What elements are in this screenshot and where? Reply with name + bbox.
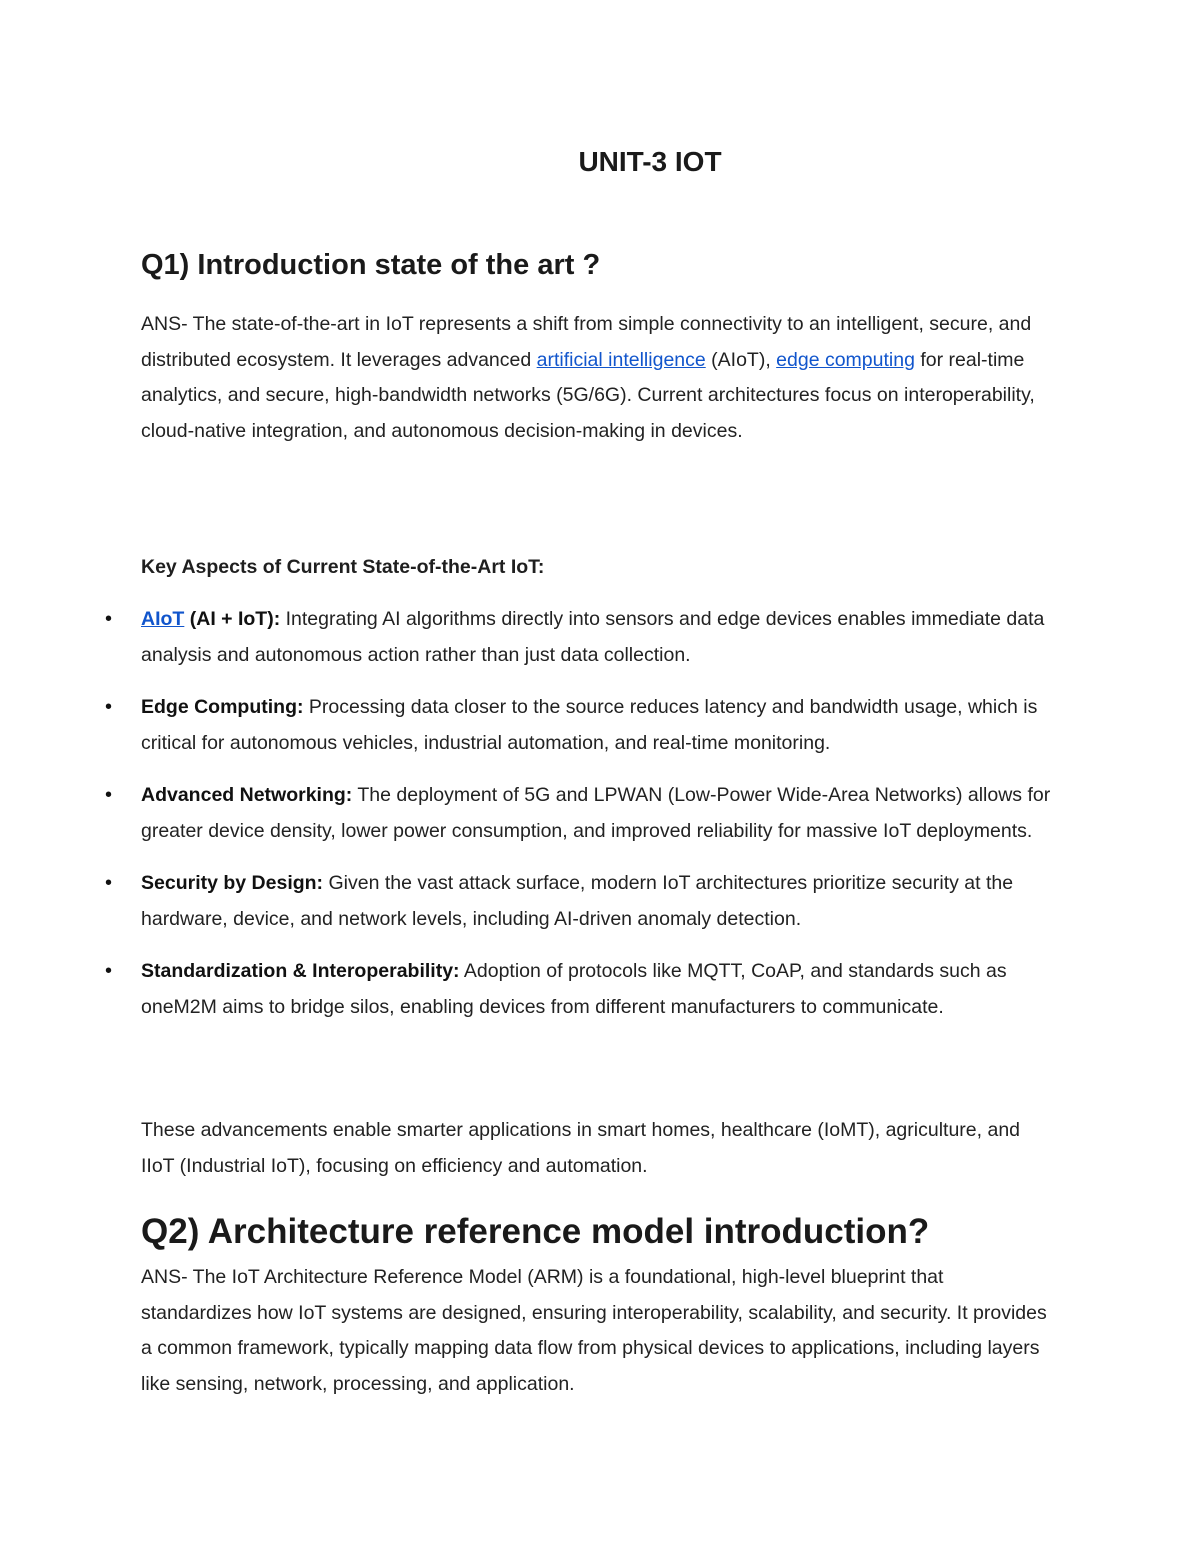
q1-answer bbox=[141, 307, 1041, 449]
bullet-text: Processing data closer to the source reduces latency and bandwidth usage, which is critical for autonomous vehicles, industrial automation, and real-time monitoring. bbox=[141, 696, 1038, 754]
bullet-term: Edge Computing: bbox=[141, 696, 304, 718]
document-title: UNIT-3 IOT bbox=[578, 146, 722, 177]
bullet-text: Integrating AI algorithms directly into sensors and edge devices enables immediate data analysis and autonomous action rather than just data collection. bbox=[141, 608, 1045, 666]
bullet-text: Given the vast attack surface, modern IoT architectures prioritize security at the hardware, device, and network levels, including AI-driven anomaly detection. bbox=[141, 872, 1014, 930]
bullet-term: Standardization & Interoperability: bbox=[141, 960, 460, 982]
list-item bbox=[105, 866, 1061, 937]
key-aspects-heading: Key Aspects of Current State-of-the-Art IoT: bbox=[141, 556, 545, 578]
q1-heading: Q1) Introduction state of the art ? bbox=[141, 249, 601, 281]
q1-closing-paragraph: These advancements enable smarter applications in smart homes, healthcare (IoMT), agriculture, and IIoT (Industrial IoT), focusing on efficiency and automation. bbox=[141, 1119, 1021, 1177]
list-item bbox=[105, 954, 1061, 1025]
bullet-text: Adoption of protocols like MQTT, CoAP, and standards such as oneM2M aims to bridge silos, enabling devices from different manufacturers to communicate. bbox=[141, 960, 1007, 1018]
q2-answer: ANS- The IoT Architecture Reference Model (ARM) is a foundational, high-level blueprint that standardizes how IoT systems are designed, ensuring interoperability, scalability, and security. It provides a common framework, typically mapping data flow from physical devices to applications, including layers like sensing, network, processing, and application. bbox=[141, 1266, 1047, 1395]
bullet-icon: • bbox=[105, 608, 113, 630]
q1-answer-text-1: ANS- The state-of-the-art in IoT represents a shift from simple connectivity to an intelligent, secure, and distributed ecosystem. It leverages advanced bbox=[141, 313, 1032, 371]
bullet-term: Advanced Networking: bbox=[141, 784, 353, 806]
artificial-intelligence-link[interactable]: artificial intelligence bbox=[536, 348, 706, 371]
bullet-icon: • bbox=[105, 960, 113, 982]
list-item bbox=[105, 602, 1061, 673]
bullet-icon: • bbox=[105, 696, 113, 718]
q2-heading: Q2) Architecture reference model introduction? bbox=[141, 1212, 930, 1251]
key-aspects-list bbox=[105, 602, 1061, 1042]
edge-computing-link[interactable]: edge computing bbox=[776, 348, 915, 371]
list-item bbox=[105, 778, 1061, 849]
q1-answer-text-3: for real-time analytics, and secure, high-bandwidth networks (5G/6G). Current architectures focus on interoperability, cloud-native integration, and autonomous decision-making in devices. bbox=[141, 348, 1035, 442]
list-item bbox=[105, 690, 1061, 761]
q1-answer-text-2: (AIoT), bbox=[705, 348, 777, 371]
bullet-icon: • bbox=[105, 784, 113, 806]
bullet-term: (AI + IoT): bbox=[184, 608, 281, 630]
bullet-text: The deployment of 5G and LPWAN (Low-Power Wide-Area Networks) allows for greater device density, lower power consumption, and improved reliability for massive IoT deployments. bbox=[141, 784, 1051, 842]
aiot-link[interactable]: AIoT bbox=[141, 608, 185, 630]
bullet-term: Security by Design: bbox=[141, 872, 324, 894]
bullet-icon: • bbox=[105, 872, 113, 894]
